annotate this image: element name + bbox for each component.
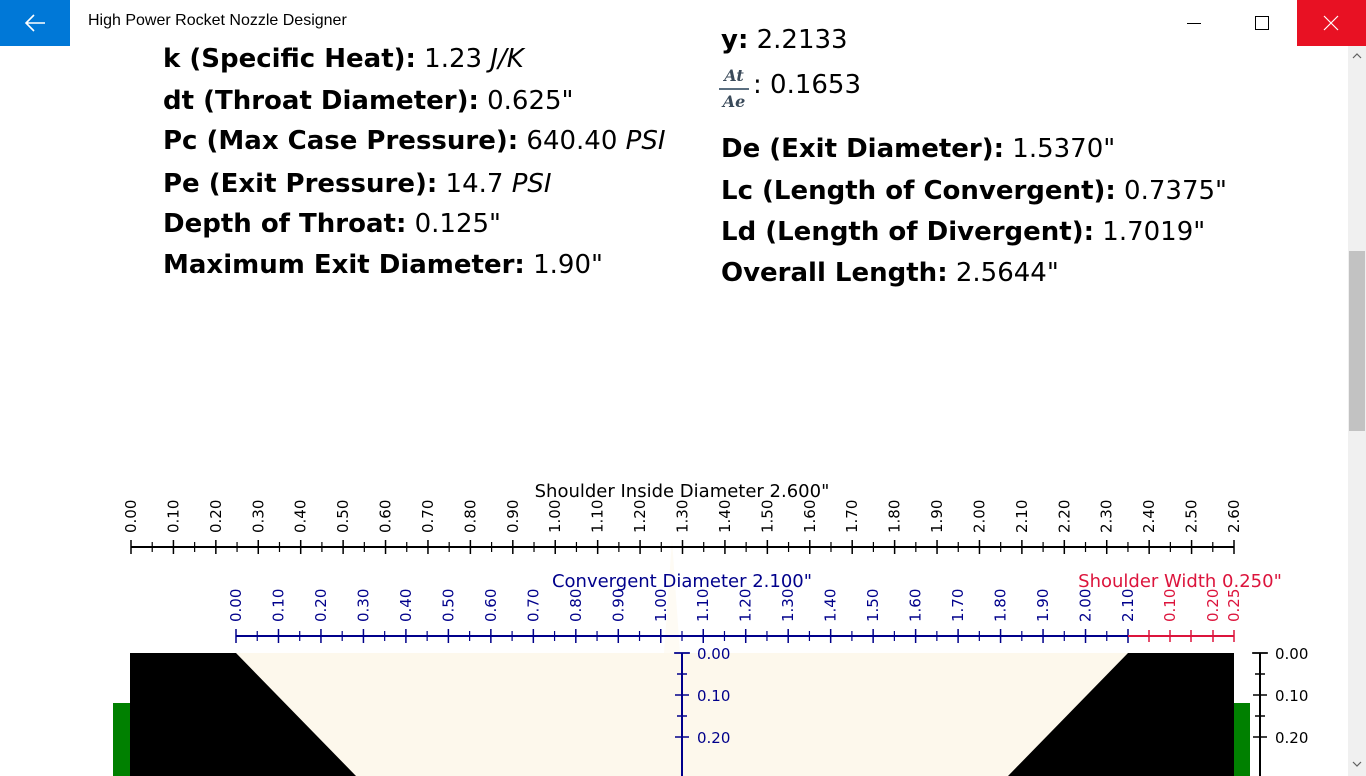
shoulder-ruler-tick-label: 0.70 [418,499,437,533]
shoulder-ruler-tick-label: 2.00 [970,499,989,533]
param-label: Maximum Exit Diameter: [163,250,525,280]
minimize-icon [1187,16,1201,30]
param-value: 1.23 [424,44,491,74]
scrollbar-thumb[interactable] [1349,251,1365,431]
param-label: Depth of Throat: [163,209,407,239]
shoulder-right [1234,703,1250,776]
param-label: De (Exit Diameter): [721,134,1005,164]
nozzle-diagram [0,46,1348,776]
param-unit: PSI [625,126,666,156]
shoulder-ruler-tick-label: 1.80 [885,499,904,533]
param-value: 2.2133 [756,25,848,55]
shoulder-ruler-tick-label: 1.40 [715,499,734,533]
convergent-ruler-title: Convergent Diameter 2.100" [551,571,813,592]
param-label: k (Specific Heat): [163,44,416,74]
param-label: Ld (Length of Divergent): [721,217,1095,247]
convergent-ruler-tick-label: 0.60 [481,588,500,622]
maximize-button[interactable] [1228,0,1296,46]
param-label: Pe (Exit Pressure): [163,169,438,199]
param-value: 1.7019" [1102,217,1206,247]
convergent-ruler-tick-label: 0.30 [354,588,373,622]
shoulder-ruler-tick-label: 0.10 [164,499,183,533]
shoulder-ruler-tick-label: 1.70 [843,499,862,533]
convergent-ruler-tick-label: 0.80 [566,588,585,622]
convergent-ruler-tick-label: 1.80 [991,588,1010,622]
depth-ruler-center-tick-label: 0.10 [697,687,731,705]
back-button[interactable] [0,0,70,46]
shoulder-ruler-tick-label: 0.30 [249,499,268,533]
convergent-ruler-tick-label: 0.50 [439,588,458,622]
shoulder-width-ruler-tick-label: 0.20 [1204,588,1222,622]
convergent-ruler-tick-label: 0.90 [609,588,628,622]
shoulder-ruler-tick-label: 1.10 [588,499,607,533]
depth-ruler-right-tick-label: 0.00 [1275,645,1309,663]
param-label: Overall Length: [721,258,948,288]
shoulder-ruler-tick-label: 0.90 [503,499,522,533]
shoulder-ruler-tick-label: 1.30 [673,499,692,533]
shoulder-width-ruler-title: Shoulder Width 0.250" [1078,571,1282,592]
convergent-ruler-tick-label: 1.10 [694,588,713,622]
param-label: dt (Throat Diameter): [163,86,479,116]
convergent-ruler-tick-label: 0.00 [227,588,245,622]
param-label: y: [721,25,749,55]
convergent-ruler-tick-label: 0.40 [396,588,415,622]
area-ratio-numerator: At [724,66,744,85]
param-value: 0.625" [487,86,574,116]
convergent-ruler-tick-label: 0.70 [524,588,543,622]
main-content [0,25,1348,776]
param-label: Lc (Length of Convergent): [721,176,1116,206]
param-value: 2.5644" [955,258,1059,288]
shoulder-ruler-tick-label: 1.90 [928,499,947,533]
param-value: 0.125" [414,209,502,239]
convergent-ruler-tick-label: 1.60 [906,588,925,622]
convergent-ruler-tick-label: 2.10 [1119,588,1137,622]
convergent-ruler-tick-label: 1.70 [949,588,968,622]
scroll-up-icon[interactable] [1352,52,1362,60]
shoulder-ruler-tick-label: 0.80 [461,499,480,533]
title-bar [0,0,1366,46]
shoulder-ruler-tick-label: 1.50 [758,499,777,533]
depth-ruler-center-tick-label: 0.00 [697,645,731,663]
shoulder-ruler-tick-label: 2.10 [1012,499,1031,533]
shoulder-ruler-title: Shoulder Inside Diameter 2.600" [534,481,830,502]
minimize-button[interactable] [1160,0,1228,46]
convergent-ruler-tick-label: 1.30 [779,588,798,622]
param-value: 14.7 [445,169,512,199]
convergent-ruler-tick-label: 2.00 [1076,588,1095,622]
shoulder-ruler-tick-label: 1.00 [546,499,565,533]
area-ratio-denominator: Ae [722,92,746,111]
shoulder-left [113,703,131,776]
param-label: Pc (Max Case Pressure): [163,126,519,156]
depth-ruler-right-tick-label: 0.10 [1275,687,1309,705]
app-title: High Power Rocket Nozzle Designer [88,12,347,29]
shoulder-ruler-tick-label: 1.20 [631,499,650,533]
convergent-ruler-tick-label: 0.10 [269,588,288,622]
shoulder-ruler-tick-label: 0.60 [376,499,395,533]
convergent-ruler-tick-label: 1.50 [864,588,883,622]
shoulder-ruler-tick-label: 2.20 [1055,499,1074,533]
depth-ruler-right-tick-label: 0.20 [1275,729,1309,747]
shoulder-ruler-tick-label: 2.60 [1225,499,1243,533]
vertical-scrollbar[interactable] [1348,46,1366,776]
param-value: : 0.1653 [753,70,861,100]
param-value: 640.40 [526,126,626,156]
param-value: 0.7375" [1124,176,1227,206]
depth-ruler-center-tick-label: 0.20 [697,729,731,747]
shoulder-ruler-tick-label: 0.20 [206,499,225,533]
back-arrow-icon [24,13,46,33]
shoulder-ruler-tick-label: 2.30 [1097,499,1116,533]
convergent-ruler-tick-label: 1.00 [651,588,670,622]
close-button[interactable] [1297,0,1366,46]
convergent-ruler-tick-label: 1.40 [821,588,840,622]
maximize-icon [1255,16,1269,30]
shoulder-ruler-tick-label: 2.50 [1182,499,1201,533]
shoulder-ruler-tick-label: 2.40 [1140,499,1159,533]
shoulder-ruler-tick-label: 0.40 [291,499,310,533]
convergent-ruler-tick-label: 0.20 [311,588,330,622]
param-unit: PSI [511,169,552,199]
shoulder-ruler-tick-label: 0.00 [122,499,140,533]
param-unit: J/K [490,44,524,74]
convergent-ruler-tick-label: 1.20 [736,588,755,622]
shoulder-width-ruler-tick-label: 0.25 [1225,588,1243,622]
shoulder-ruler-tick-label: 0.50 [334,499,353,533]
scroll-down-icon[interactable] [1352,760,1362,768]
close-icon [1324,16,1338,30]
shoulder-ruler-tick-label: 1.60 [800,499,819,533]
shoulder-width-ruler-tick-label: 0.10 [1161,588,1179,622]
param-value: 1.5370" [1012,134,1116,164]
convergent-ruler-tick-label: 1.90 [1034,588,1053,622]
param-value: 1.90" [533,250,603,280]
